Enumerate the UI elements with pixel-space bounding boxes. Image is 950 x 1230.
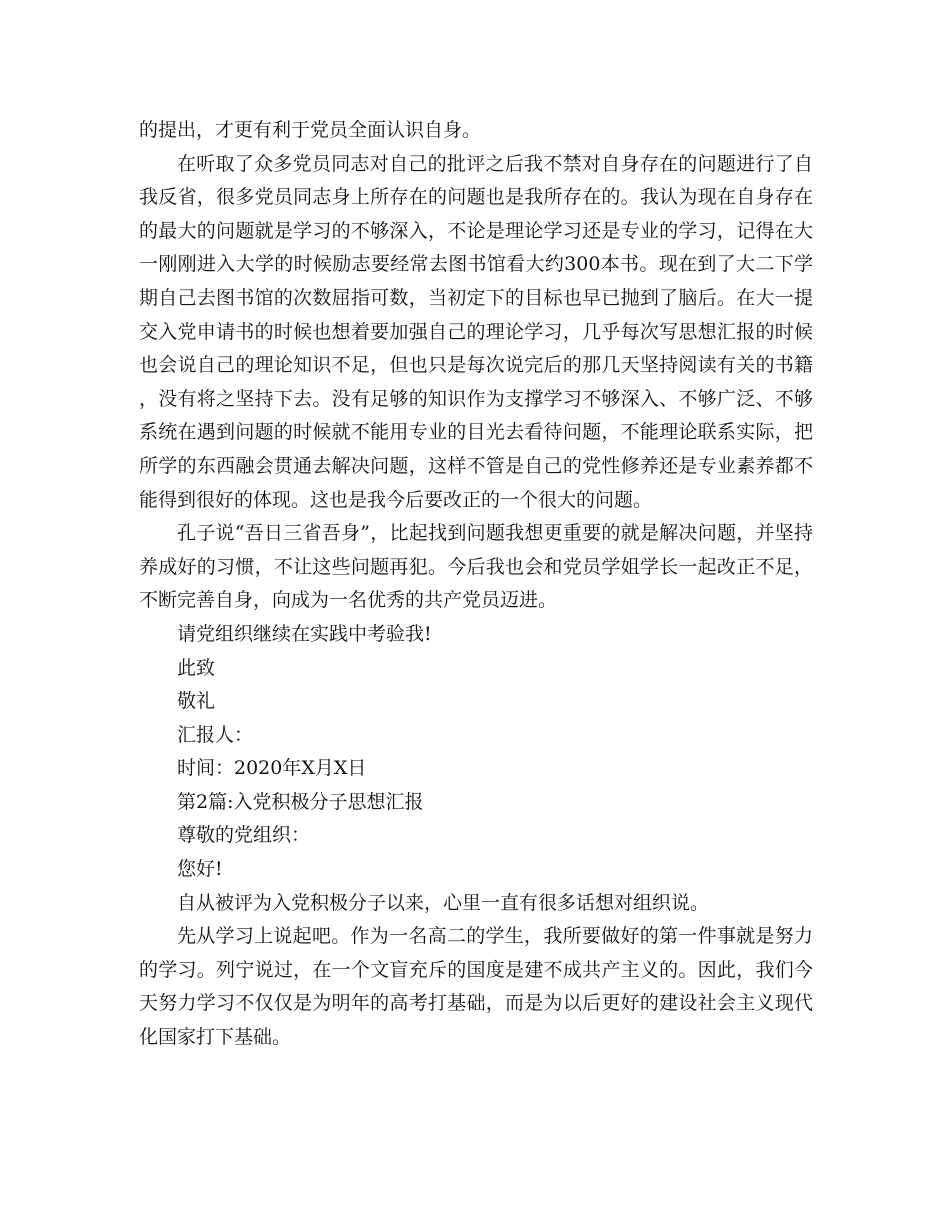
salutation-jingli: 敬礼 (177, 690, 216, 713)
greeting-hello: 您好! (177, 858, 223, 881)
paragraph-study: 先从学习上说起吧。作为一名高二的学生，我所要做好的第一件事就是努力的学习。列宁说过，在一个文盲充斥的国度是建不成共产主义的。因此，我们今天努力学习不仅仅是为明年的高考打基础，而是为以后更好的建设社会主义现代化国家打下基础。 (139, 925, 813, 1049)
closing-request: 请党组织继续在实践中考验我! (177, 622, 432, 645)
salutation-cizhi: 此致 (177, 656, 216, 679)
paragraph-confucius-quote: 孔子说“吾日三省吾身”，比起找到问题我想更重要的就是解决问题，并坚持养成好的习惯，不让这些问题再犯。今后我也会和党员学姐学长一起改正不足，不断完善自身，向成为一名优秀的共产党员迈进。 (139, 522, 813, 612)
paragraph-continuation: 的提出，才更有利于党员全面认识自身。 (139, 119, 482, 141)
reporter-line: 汇报人： (177, 723, 254, 746)
paragraph-self-reflection: 在听取了众多党员同志对自己的批评之后我不禁对自身存在的问题进行了自我反省，很多党员同志身上所存在的问题也是我所存在的。我认为现在自身存在的最大的问题就是学习的不够深入，不论是理论学习还是专业的学习，记得在大一刚刚进入大学的时候励志要经常去图书馆看大约300本书。现在到了大二下学期自己去图书馆的次数屈指可数，当初定下的目标也早已抛到了脑后。在大一提交入党申请书的时候也想着要加强自己的理论学习，几乎每次写思想汇报的时候也会说自己的理论知识不足，但也只是每次说完后的那几天坚持阅读有关的书籍，没有将之坚持下去。没有足够的知识作为支撑学习不够深入、不够广泛、不够系统在遇到问题的时候就不能用专业的目光去看待问题，不能理论联系实际，把所学的东西融会贯通去解决问题，这样不管是自己的党性修养还是专业素养都不能得到很好的体现。这也是我今后要改正的一个很大的问题。 (139, 152, 813, 511)
date-line: 时间：2020年X月X日 (177, 757, 367, 780)
document-body (139, 114, 813, 1055)
greeting-addressee: 尊敬的党组织： (177, 824, 311, 847)
section-title: 第2篇:入党积极分子思想汇报 (177, 790, 424, 813)
paragraph-intro: 自从被评为入党积极分子以来，心里一直有很多话想对组织说。 (177, 891, 710, 914)
